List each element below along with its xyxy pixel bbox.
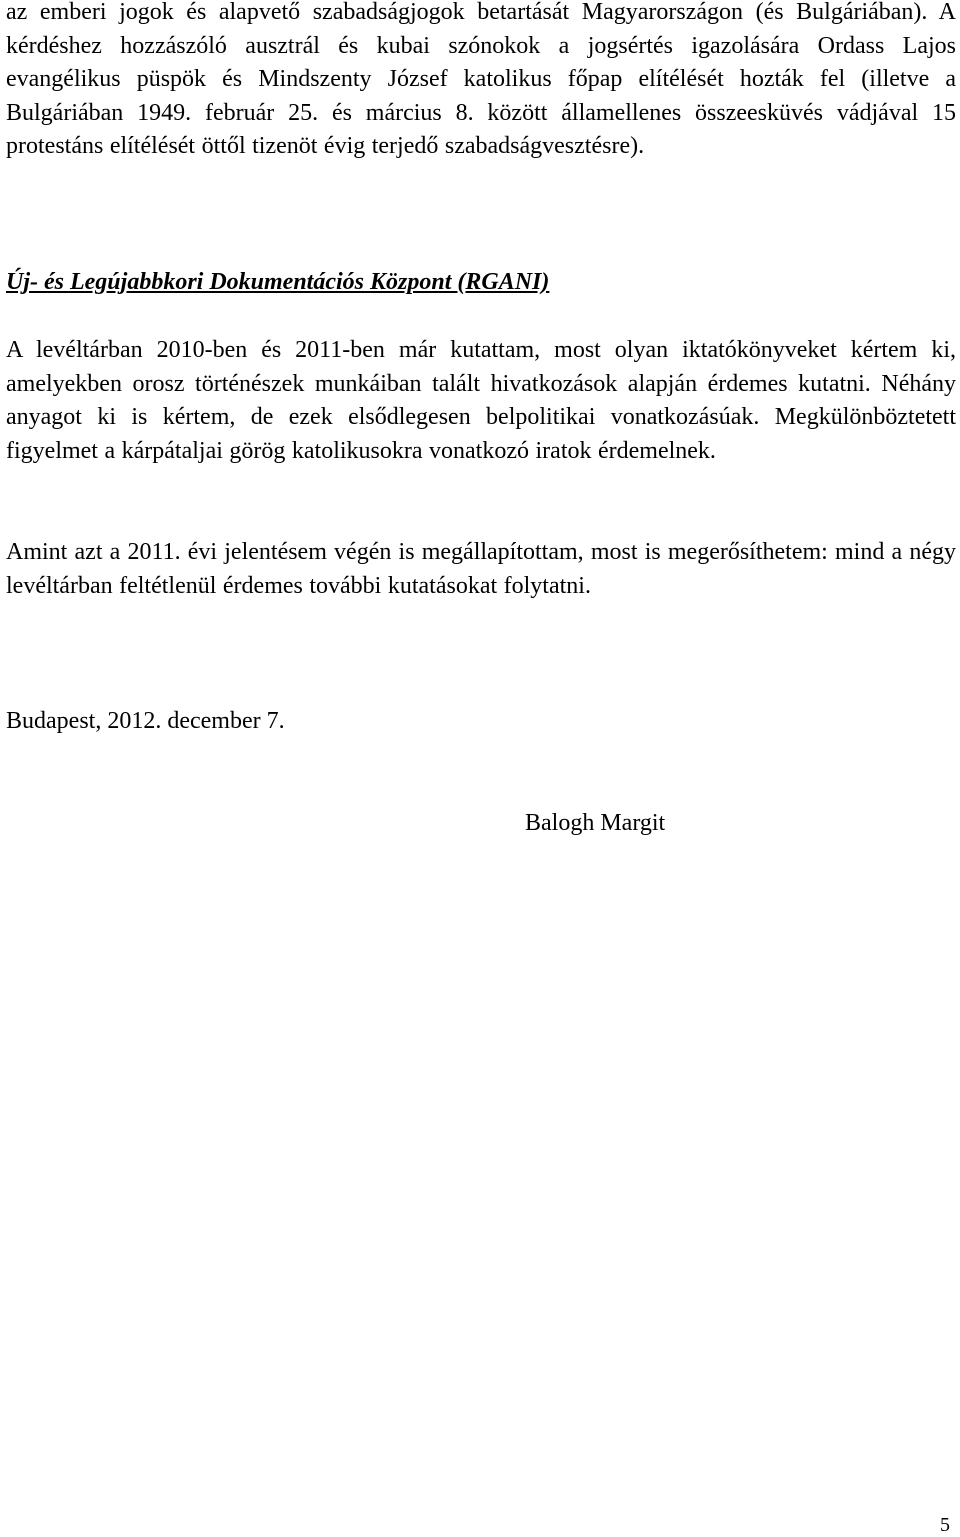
paragraph-conclusion: Amint azt a 2011. évi jelentésem végén is megállapítottam, most is megerősíthetem: mind a négy levéltárban feltétlenül érdemes további kutatásokat folytatni.: [6, 539, 956, 599]
dateline: Budapest, 2012. december 7.: [6, 708, 285, 734]
paragraph-archive: A levéltárban 2010-ben és 2011-ben már kutattam, most olyan iktatókönyveket kértem ki, amelyekben orosz történészek munkáiban talált hivatkozások alapján érdemes kutatni. Néhány anyagot ki is kértem, de ezek elsődlegesen belpolitikai vonatkozásúak. Megkülönböztetett figyelmet a kárpátaljai görög katolikusokra vonatkozó iratok érdemelnek.: [6, 337, 956, 464]
page-number: 5: [940, 1514, 950, 1536]
signature: Balogh Margit: [525, 810, 666, 836]
section-heading: Új- és Legújabbkori Dokumentációs Központ (RGANI): [6, 269, 550, 295]
paragraph-intro: az emberi jogok és alapvető szabadságjogok betartását Magyarországon (és Bulgáriában). A kérdéshez hozzászóló ausztrál és kubai szónokok a jogsértés igazolására Ordass Lajos evangélikus püspök és Mindszenty József katolikus főpap elítélését hozták fel (illetve a Bulgáriában 1949. február 25. és március 8. között államellenes összeesküvés vádjával 15 protestáns elítélését öttől tizenöt évig terjedő szabadságvesztésre).: [6, 0, 956, 160]
